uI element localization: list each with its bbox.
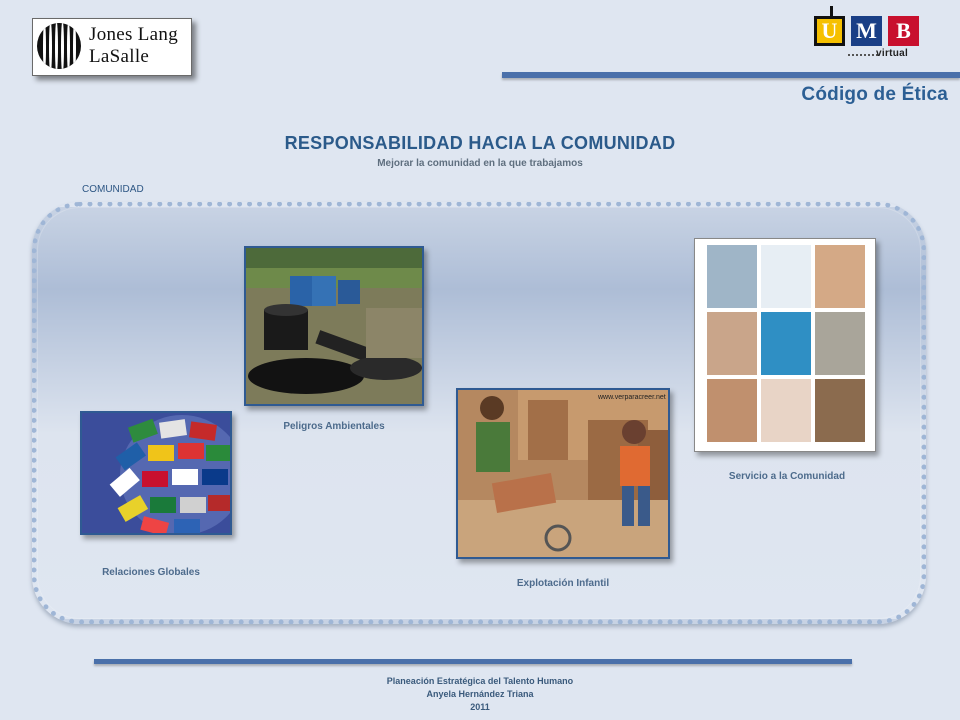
footer-line-2: Anyela Hernández Triana (426, 689, 534, 699)
collage-tile (815, 312, 865, 375)
flags-globe-image (80, 411, 232, 535)
footer-rule (94, 659, 852, 664)
jll-emblem-icon (37, 23, 81, 69)
jll-wordmark (89, 24, 189, 68)
footer-line-3: 2011 (470, 702, 490, 712)
caption-peligros-ambientales: Peligros Ambientales (283, 421, 385, 432)
jones-lang-lasalle-logo (32, 18, 192, 76)
caption-explotacion-infantil: Explotación Infantil (516, 578, 610, 589)
section-label: COMUNIDAD (82, 184, 144, 195)
header-rule (502, 72, 960, 78)
jll-line2: LaSalle (89, 46, 150, 67)
caption-relaciones-globales: Relaciones Globales (102, 567, 200, 578)
child-labor-image (456, 388, 670, 559)
watermark-text: www.verparacreer.net (598, 394, 666, 401)
jll-line1: Jones Lang (89, 24, 179, 45)
collage-tile (815, 245, 865, 308)
footer-line-1: Planeación Estratégica del Talento Humano (386, 676, 574, 686)
collage-tile (707, 379, 757, 442)
page-section-title: Código de Ética (801, 84, 948, 105)
caption-servicio-comunidad: Servicio a la Comunidad (728, 471, 846, 482)
collage-tile (707, 245, 757, 308)
environmental-hazard-image (244, 246, 424, 406)
community-service-collage (694, 238, 876, 452)
umb-letter-u: U (814, 16, 845, 46)
slide-subtitle: Mejorar la comunidad en la que trabajamos (377, 158, 583, 169)
collage-tile (761, 245, 811, 308)
umb-tagline: virtual (876, 48, 909, 59)
collage-tile (707, 312, 757, 375)
slide-title: RESPONSABILIDAD HACIA LA COMUNIDAD (284, 133, 676, 153)
umb-letter-b: B (888, 16, 919, 46)
collage-tile (761, 379, 811, 442)
umb-letter-m: M (851, 16, 882, 46)
collage-tile (815, 379, 865, 442)
collage-tile (761, 312, 811, 375)
umb-virtual-logo (804, 6, 924, 66)
